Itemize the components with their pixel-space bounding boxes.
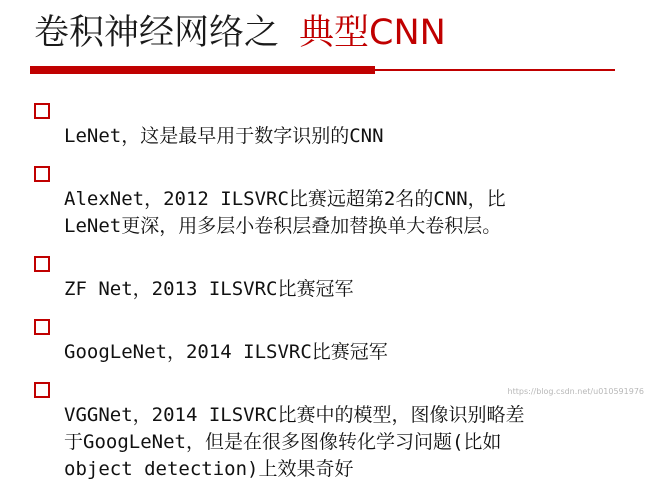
title-underline-thick <box>30 66 375 74</box>
bullet-text-zfnet: ZF Net，2013 ILSVRC比赛冠军 <box>64 278 354 300</box>
bullet-item-alexnet <box>34 159 650 240</box>
bullet-list <box>34 96 650 492</box>
bullet-text-lenet: LeNet，这是最早用于数字识别的CNN <box>64 125 384 147</box>
hollow-square-icon <box>34 103 50 119</box>
hollow-square-icon <box>34 256 50 272</box>
watermark: https://blog.csdn.net/u010591976 <box>507 387 644 396</box>
bullet-text-vggnet: VGGNet，2014 ILSVRC比赛中的模型，图像识别略差 于GoogLeNet，但是在很多图像转化学习问题(比如 object detection)上效果奇好 <box>64 404 525 480</box>
title-underline-thin <box>375 69 615 71</box>
bullet-text-alexnet: AlexNet，2012 ILSVRC比赛远超第2名的CNN，比 LeNet更深，用多层小卷积层叠加替换单大卷积层。 <box>64 188 506 237</box>
bullet-item-googlenet <box>34 312 650 366</box>
bullet-item-lenet <box>34 96 650 150</box>
title-main-text: 卷积神经网络之 <box>34 13 280 53</box>
hollow-square-icon <box>34 166 50 182</box>
hollow-square-icon <box>34 382 50 398</box>
hollow-square-icon <box>34 319 50 335</box>
bullet-item-zfnet <box>34 249 650 303</box>
title-accent-text: 典型CNN <box>299 13 446 53</box>
slide-title <box>34 8 446 58</box>
bullet-text-googlenet: GoogLeNet，2014 ILSVRC比赛冠军 <box>64 341 388 363</box>
